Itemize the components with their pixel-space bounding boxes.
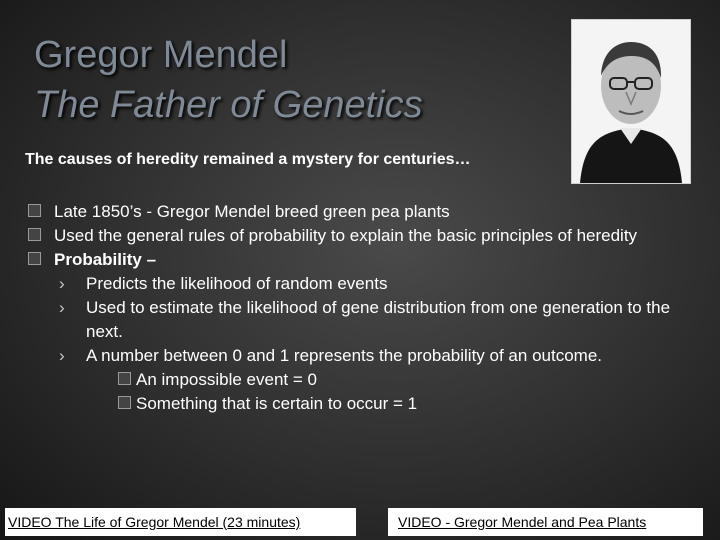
chevron-right-icon: › [59, 346, 65, 365]
bullet-item [28, 200, 698, 224]
bullet-item [28, 248, 698, 272]
video-link-pea-plants[interactable]: VIDEO - Gregor Mendel and Pea Plants [388, 508, 703, 536]
checkbox-bullet-icon [118, 372, 131, 385]
title-line-2: The Father of Genetics [34, 84, 423, 126]
sub-bullet-text: A number between 0 and 1 represents the probability of an outcome. [86, 346, 602, 365]
sub-bullet-text: Used to estimate the likelihood of gene distribution from one generation to the next. [86, 298, 671, 341]
bullet-text: Late 1850’s - Gregor Mendel breed green pea plants [54, 202, 450, 221]
checkbox-bullet-icon [28, 252, 41, 265]
sub-bullet-item [28, 344, 698, 368]
mendel-portrait [571, 19, 691, 184]
bullet-text: Used the general rules of probability to explain the basic principles of heredity [54, 226, 638, 245]
chevron-right-icon: › [59, 274, 65, 293]
chevron-right-icon: › [59, 298, 65, 317]
title-line-1: Gregor Mendel [34, 34, 288, 76]
bullet-text: Probability – [54, 250, 157, 269]
sub-bullet-item [28, 272, 698, 296]
bullet-item [28, 224, 698, 248]
checkbox-bullet-icon [28, 204, 41, 217]
portrait-icon [572, 20, 690, 183]
sub-sub-bullet-text: Something that is certain to occur = 1 [136, 394, 418, 413]
bullet-list [28, 200, 698, 416]
sub-bullet-item [28, 296, 698, 344]
video-link-life-of-mendel[interactable]: VIDEO The Life of Gregor Mendel (23 minutes) [5, 508, 356, 536]
sub-sub-bullet-item [28, 368, 698, 392]
sub-bullet-text: Predicts the likelihood of random events [86, 274, 388, 293]
sub-sub-bullet-item [28, 392, 698, 416]
checkbox-bullet-icon [28, 228, 41, 241]
intro-text: The causes of heredity remained a mystery for centuries… [25, 151, 471, 168]
checkbox-bullet-icon [118, 396, 131, 409]
slide-title [34, 30, 554, 130]
sub-sub-bullet-text: An impossible event = 0 [136, 370, 317, 389]
